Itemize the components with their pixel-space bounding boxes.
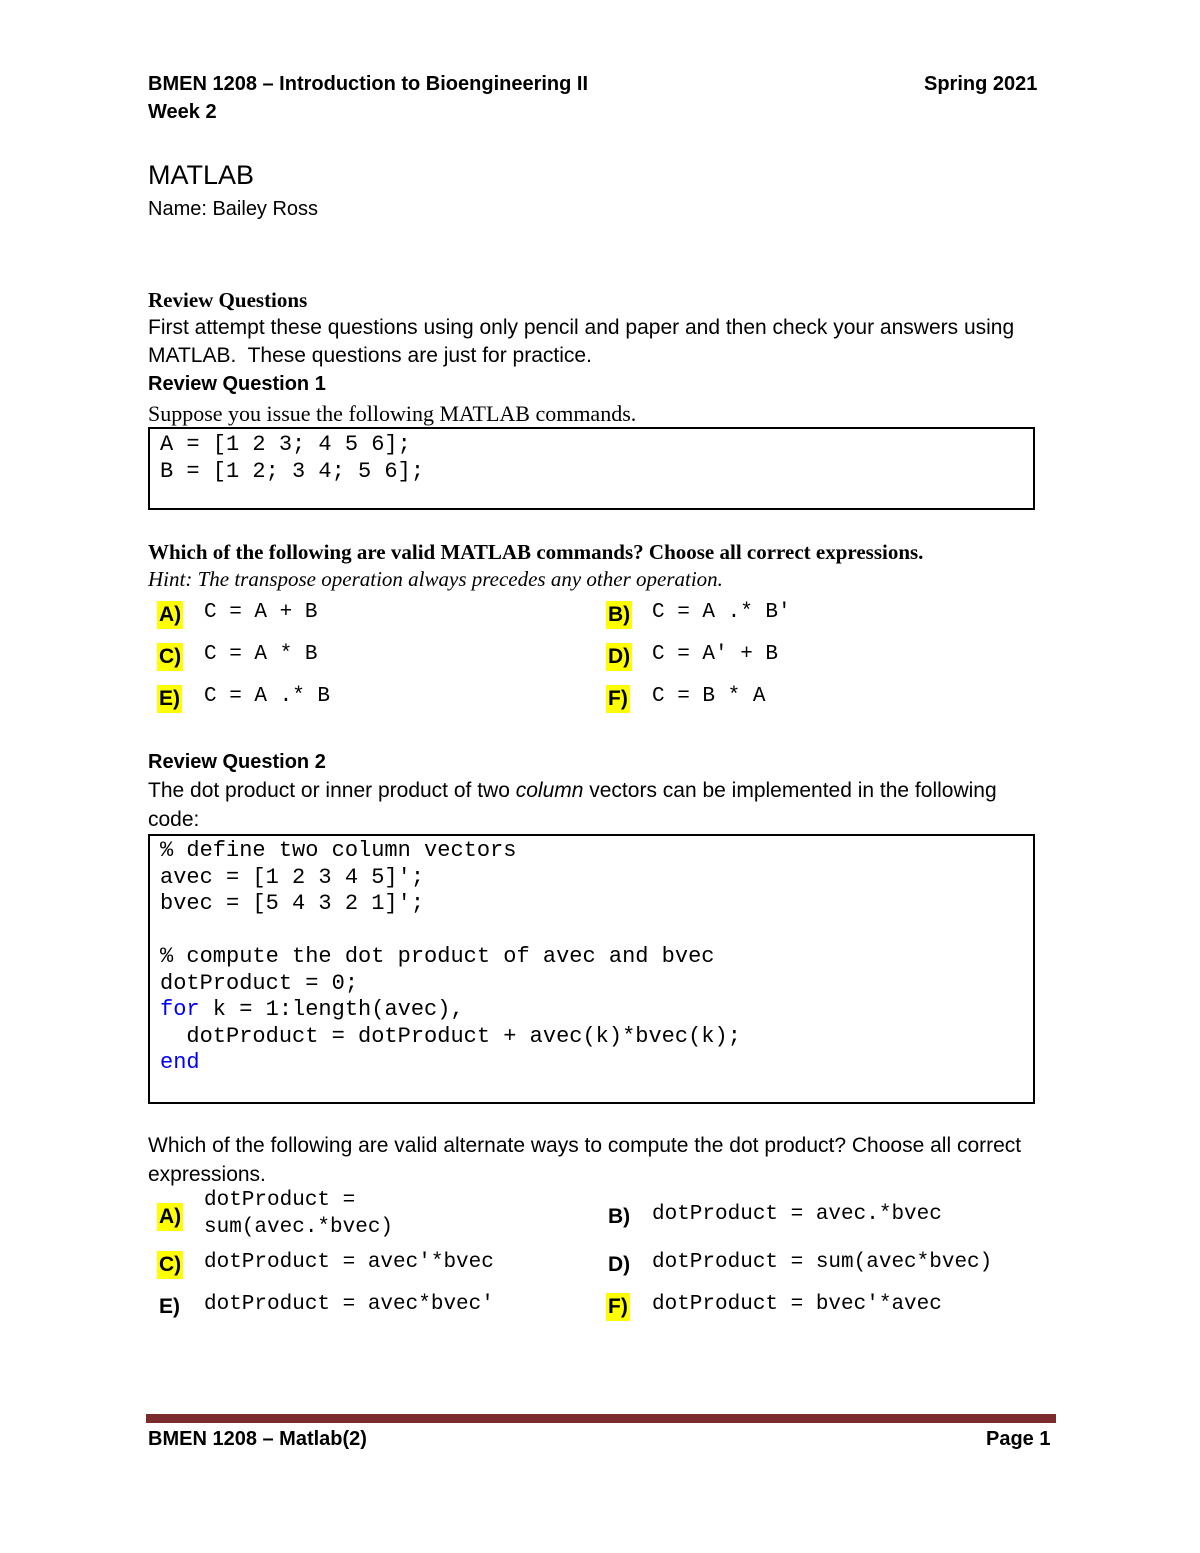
code-line: avec = [1 2 3 4 5]'; bbox=[160, 864, 425, 890]
code-text: k = 1:length(avec), bbox=[199, 997, 464, 1022]
prompt-emphasis: column bbox=[515, 779, 584, 802]
option-c-expression: dotProduct = avec'*bvec bbox=[204, 1251, 494, 1274]
option-b-label[interactable]: B) bbox=[608, 1205, 631, 1228]
option-a-expression: C = A + B bbox=[204, 601, 318, 624]
option-a-expression: dotProduct = bbox=[204, 1189, 356, 1212]
term-label: Spring 2021 bbox=[924, 73, 1038, 95]
student-name: Name: Bailey Ross bbox=[148, 198, 319, 220]
code-comment: % compute the dot product of avec and bvec bbox=[160, 944, 715, 969]
code-line: A = [1 2 3; 4 5 6]; bbox=[160, 432, 411, 457]
section-heading: Review Questions bbox=[148, 288, 308, 312]
option-d-label[interactable]: D) bbox=[606, 643, 632, 671]
course-title: BMEN 1208 – Introduction to Bioengineering II bbox=[148, 73, 589, 95]
option-e-expression: C = A .* B bbox=[204, 685, 331, 708]
code-line: dotProduct = dotProduct + avec(k)*bvec(k); bbox=[160, 1023, 741, 1049]
option-f-label[interactable]: F) bbox=[606, 685, 630, 713]
code-line: B = [1 2; 3 4; 5 6]; bbox=[160, 458, 425, 484]
question-2-title: Review Question 2 bbox=[148, 751, 326, 773]
intro-text-line2: MATLAB. These questions are just for practice. bbox=[148, 344, 592, 367]
question-1-prompt: Suppose you issue the following MATLAB commands. bbox=[148, 401, 637, 426]
option-a-label[interactable]: A) bbox=[157, 601, 183, 629]
option-a-label[interactable]: A) bbox=[157, 1203, 183, 1231]
option-d-label[interactable]: D) bbox=[608, 1253, 631, 1276]
intro-text-line1: First attempt these questions using only pencil and paper and then check your answers using bbox=[148, 316, 1015, 339]
option-f-label[interactable]: F) bbox=[606, 1293, 630, 1321]
footer-left: BMEN 1208 – Matlab(2) bbox=[148, 1428, 367, 1450]
option-e-expression: dotProduct = avec*bvec' bbox=[204, 1293, 494, 1316]
option-a-expression-cont: sum(avec.*bvec) bbox=[204, 1216, 394, 1239]
page-title: MATLAB bbox=[148, 160, 255, 190]
question-2-text-line2: expressions. bbox=[148, 1163, 266, 1186]
option-f-expression: C = B * A bbox=[652, 685, 766, 708]
code-line: bvec = [5 4 3 2 1]'; bbox=[160, 891, 425, 916]
option-d-expression: dotProduct = sum(avec*bvec) bbox=[652, 1251, 993, 1274]
option-c-label[interactable]: C) bbox=[157, 1251, 183, 1279]
option-b-expression: dotProduct = avec.*bvec bbox=[652, 1203, 942, 1226]
code-line: dotProduct = 0; bbox=[160, 970, 359, 996]
prompt-text: vectors can be implemented in the following bbox=[583, 779, 997, 802]
code-box-2 bbox=[148, 834, 1035, 1104]
code-box-1 bbox=[148, 427, 1035, 510]
code-for-line bbox=[160, 997, 1033, 1024]
option-d-expression: C = A' + B bbox=[652, 643, 779, 666]
footer-rule bbox=[146, 1414, 1056, 1423]
question-2-prompt bbox=[148, 779, 997, 803]
keyword-end: end bbox=[160, 1050, 200, 1075]
code-blank-line bbox=[160, 918, 1033, 945]
week-label: Week 2 bbox=[148, 101, 217, 123]
option-e-label[interactable]: E) bbox=[157, 685, 182, 713]
option-c-expression: C = A * B bbox=[204, 643, 318, 666]
option-f-expression: dotProduct = bvec'*avec bbox=[652, 1293, 942, 1316]
prompt-text: The dot product or inner product of two bbox=[148, 779, 516, 802]
question-1-text: Which of the following are valid MATLAB commands? Choose all correct expressions. bbox=[148, 540, 924, 564]
question-1-hint: Hint: The transpose operation always precedes any other operation. bbox=[148, 567, 723, 591]
footer-page-number: Page 1 bbox=[986, 1428, 1051, 1450]
question-2-prompt-line2: code: bbox=[148, 808, 200, 831]
option-b-label[interactable]: B) bbox=[606, 601, 632, 629]
keyword-for: for bbox=[160, 997, 200, 1022]
code-comment: % define two column vectors bbox=[160, 838, 517, 863]
option-c-label[interactable]: C) bbox=[157, 643, 183, 671]
option-e-label[interactable]: E) bbox=[159, 1295, 180, 1318]
question-2-text-line1: Which of the following are valid alternate ways to compute the dot product? Choose all correct bbox=[148, 1134, 1022, 1157]
question-1-title: Review Question 1 bbox=[148, 373, 326, 395]
option-b-expression: C = A .* B' bbox=[652, 601, 791, 624]
